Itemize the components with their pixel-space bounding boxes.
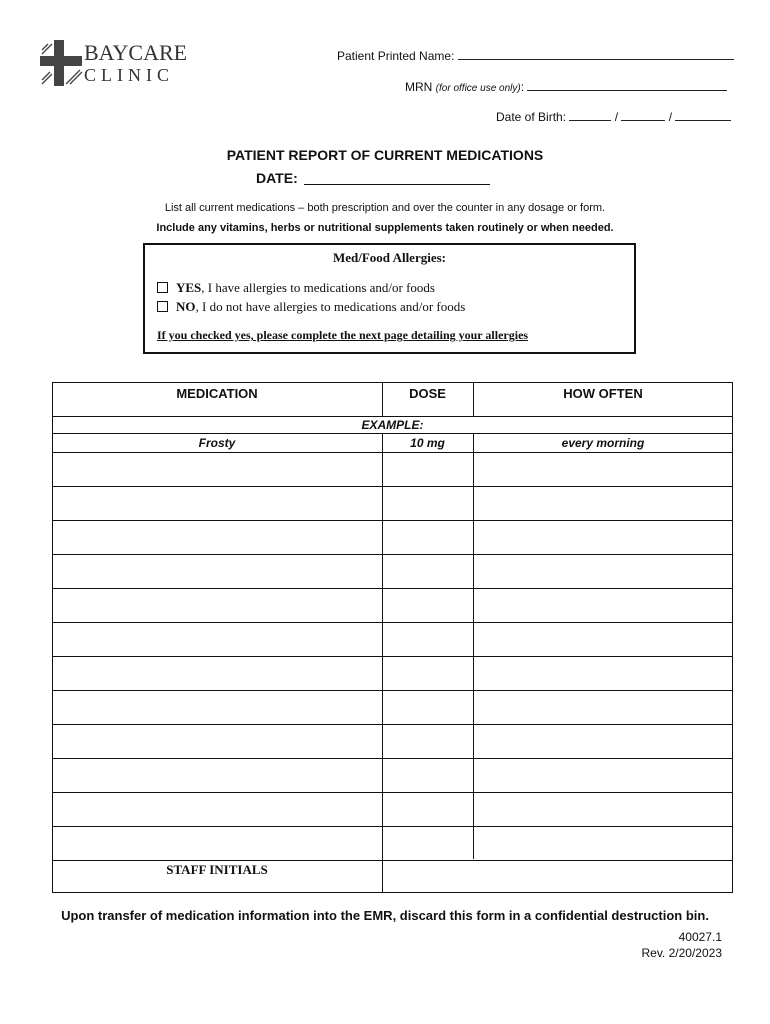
example-medication: Frosty: [198, 436, 236, 450]
medication-table: [52, 382, 733, 893]
how-often-cell[interactable]: [474, 725, 732, 758]
dob-sep-1: /: [614, 110, 619, 124]
form-number: 40027.1: [678, 930, 722, 944]
patient-name-line[interactable]: [458, 47, 734, 60]
yes-text: , I have allergies to medications and/or foods: [201, 280, 435, 295]
logo-brand-sub: CLINIC: [84, 65, 174, 85]
no-text: , I do not have allergies to medications and/or foods: [195, 299, 466, 314]
dose-cell[interactable]: [383, 827, 473, 860]
how-often-cell[interactable]: [474, 487, 732, 520]
example-how-often: every morning: [561, 436, 645, 450]
medication-cell[interactable]: [53, 589, 382, 622]
dob-month-line[interactable]: [569, 108, 611, 121]
example-dose: 10 mg: [410, 436, 445, 450]
medication-cell[interactable]: [53, 623, 382, 656]
how-often-cell[interactable]: [474, 691, 732, 724]
header-medication: MEDICATION: [176, 386, 258, 401]
allergies-box: [143, 243, 636, 354]
revision-date: Rev. 2/20/2023: [641, 946, 722, 960]
staff-initials-cell[interactable]: [383, 860, 732, 892]
dose-cell[interactable]: [383, 623, 473, 656]
example-label: EXAMPLE:: [361, 418, 424, 432]
how-often-cell[interactable]: [474, 555, 732, 588]
footer-notice: Upon transfer of medication information into the EMR, discard this form in a confidential destruction bin.: [61, 908, 709, 923]
allergy-yes-option[interactable]: [157, 280, 435, 296]
how-often-cell[interactable]: [474, 793, 732, 826]
dose-cell[interactable]: [383, 555, 473, 588]
dose-cell[interactable]: [383, 759, 473, 792]
mrn-colon: :: [520, 80, 525, 94]
dob-label: Date of Birth:: [496, 110, 567, 124]
dose-cell[interactable]: [383, 487, 473, 520]
medication-cell[interactable]: [53, 691, 382, 724]
medication-cell[interactable]: [53, 555, 382, 588]
mrn-note: (for office use only): [435, 83, 521, 94]
medication-cell[interactable]: [53, 657, 382, 690]
mrn-line[interactable]: [527, 78, 727, 91]
date-line[interactable]: [304, 184, 490, 185]
dose-cell[interactable]: [383, 589, 473, 622]
medication-cell[interactable]: [53, 453, 382, 486]
instructions-line-1: List all current medications – both prescription and over the counter in any dosage or form.: [164, 202, 606, 214]
how-often-cell[interactable]: [474, 657, 732, 690]
header-dose: DOSE: [409, 386, 446, 401]
medication-cell[interactable]: [53, 725, 382, 758]
dob-field[interactable]: [496, 108, 731, 124]
medication-cell[interactable]: [53, 487, 382, 520]
dose-cell[interactable]: [383, 521, 473, 554]
no-checkbox[interactable]: [157, 301, 168, 312]
date-label: DATE:: [256, 170, 298, 186]
dob-year-line[interactable]: [675, 108, 731, 121]
mrn-label: MRN: [405, 80, 433, 94]
mrn-field[interactable]: [405, 78, 727, 94]
yes-label: YES: [176, 280, 202, 295]
logo-brand-name: BAYCARE: [84, 40, 188, 65]
dob-sep-2: /: [668, 110, 673, 124]
dose-cell[interactable]: [383, 691, 473, 724]
dose-cell[interactable]: [383, 453, 473, 486]
allergies-note: If you checked yes, please complete the next page detailing your allergies: [157, 328, 529, 342]
no-label: NO: [176, 299, 196, 314]
instructions-line-2: Include any vitamins, herbs or nutritional supplements taken routinely or when needed.: [156, 222, 614, 234]
how-often-cell[interactable]: [474, 827, 732, 860]
dose-cell[interactable]: [383, 725, 473, 758]
row-divider: [52, 860, 733, 861]
how-often-cell[interactable]: [474, 521, 732, 554]
how-often-cell[interactable]: [474, 589, 732, 622]
yes-checkbox[interactable]: [157, 282, 168, 293]
allergy-no-option[interactable]: [157, 299, 465, 315]
medication-cell[interactable]: [53, 793, 382, 826]
dose-cell[interactable]: [383, 793, 473, 826]
staff-initials-label: STAFF INITIALS: [166, 862, 268, 877]
dob-day-line[interactable]: [621, 108, 665, 121]
medication-cell[interactable]: [53, 759, 382, 792]
allergies-heading: Med/Food Allergies:: [332, 250, 446, 265]
how-often-cell[interactable]: [474, 759, 732, 792]
medication-cell[interactable]: [53, 827, 382, 860]
patient-name-label: Patient Printed Name:: [337, 49, 455, 63]
patient-name-field[interactable]: [337, 47, 734, 63]
cross-logo-icon: [40, 40, 84, 88]
page-title: PATIENT REPORT OF CURRENT MEDICATIONS: [226, 147, 544, 163]
dose-cell[interactable]: [383, 657, 473, 690]
how-often-cell[interactable]: [474, 453, 732, 486]
how-often-cell[interactable]: [474, 623, 732, 656]
baycare-logo: [40, 38, 188, 88]
medication-cell[interactable]: [53, 521, 382, 554]
header-how-often: HOW OFTEN: [563, 386, 643, 401]
